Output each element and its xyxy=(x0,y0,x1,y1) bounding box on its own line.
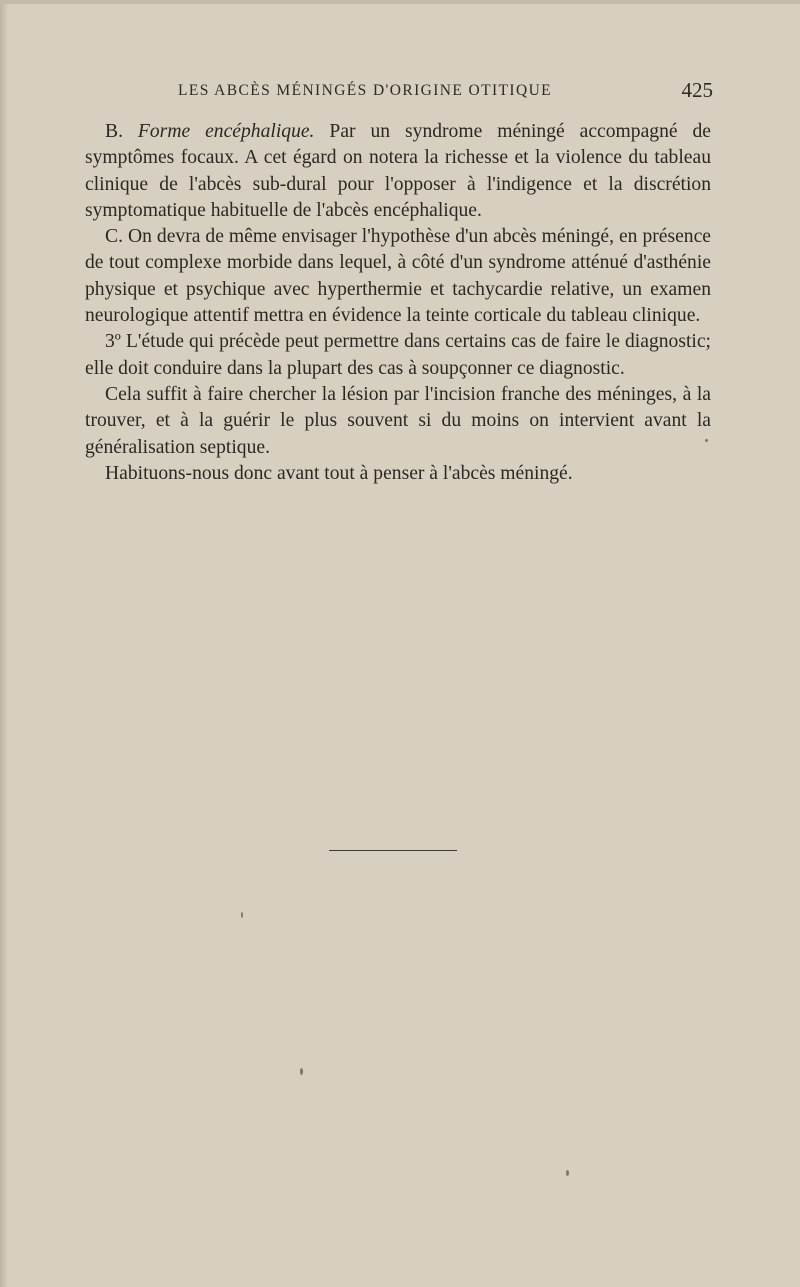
page-number: 425 xyxy=(681,78,713,102)
page-top-edge xyxy=(0,0,800,4)
end-rule xyxy=(329,850,457,851)
running-title: LES ABCÈS MÉNINGÉS D'ORIGINE OTITIQUE xyxy=(178,82,553,99)
paper-speck xyxy=(566,1170,569,1176)
paragraph-text: Cela suffit à faire chercher la lésion par l'incision franche des méninges, à la trouver, et à la guérir le plus souvent si du moins on intervient avant la généralisation septique. xyxy=(85,383,711,458)
italic-lead: Forme encéphalique. xyxy=(137,121,315,142)
paragraph-abces-meninge xyxy=(85,224,711,329)
paragraph-text: On devra de même envisager l'hypothèse d'un abcès méningé, en présence de tout complexe morbide dans lequel, à côté d'un syndrome atténué d'asthénie physique et psychique avec hyperthermie et tachycardie relative, un examen neurologique attentif mettra en évidence la teinte corticale du tableau clinique. xyxy=(85,226,711,327)
paragraph-text: Par un syndrome méningé accompagné de symptômes focaux. A cet égard on notera la richesse et la violence du tableau clinique de l'abcès sub-dural pour l'opposer à l'indigence et la discrétion symptomatique habituelle de l'abcès encéphalique. xyxy=(85,121,711,221)
paper-speck xyxy=(705,439,708,442)
paragraph-text: L'étude qui précède peut permettre dans certains cas de faire le diagnostic; elle doit conduire dans la plupart des cas à soupçonner ce diagnostic. xyxy=(85,331,711,379)
paragraph-forme-encephalique xyxy=(85,119,711,224)
paragraph-label: B. xyxy=(105,121,123,142)
body-text xyxy=(85,119,711,487)
paragraph-label: 3º xyxy=(105,331,121,353)
paragraph-diagnostic xyxy=(85,329,711,382)
running-head xyxy=(178,78,713,108)
paper-speck xyxy=(241,912,243,918)
page-edge-shadow xyxy=(0,0,8,1287)
paragraph-text: Habituons-nous donc avant tout à penser à l'abcès méningé. xyxy=(105,462,573,484)
paragraph-label: C. xyxy=(105,226,123,248)
paragraph-incision xyxy=(85,382,711,461)
paper-speck xyxy=(300,1068,303,1075)
paragraph-conclusion xyxy=(85,461,711,487)
